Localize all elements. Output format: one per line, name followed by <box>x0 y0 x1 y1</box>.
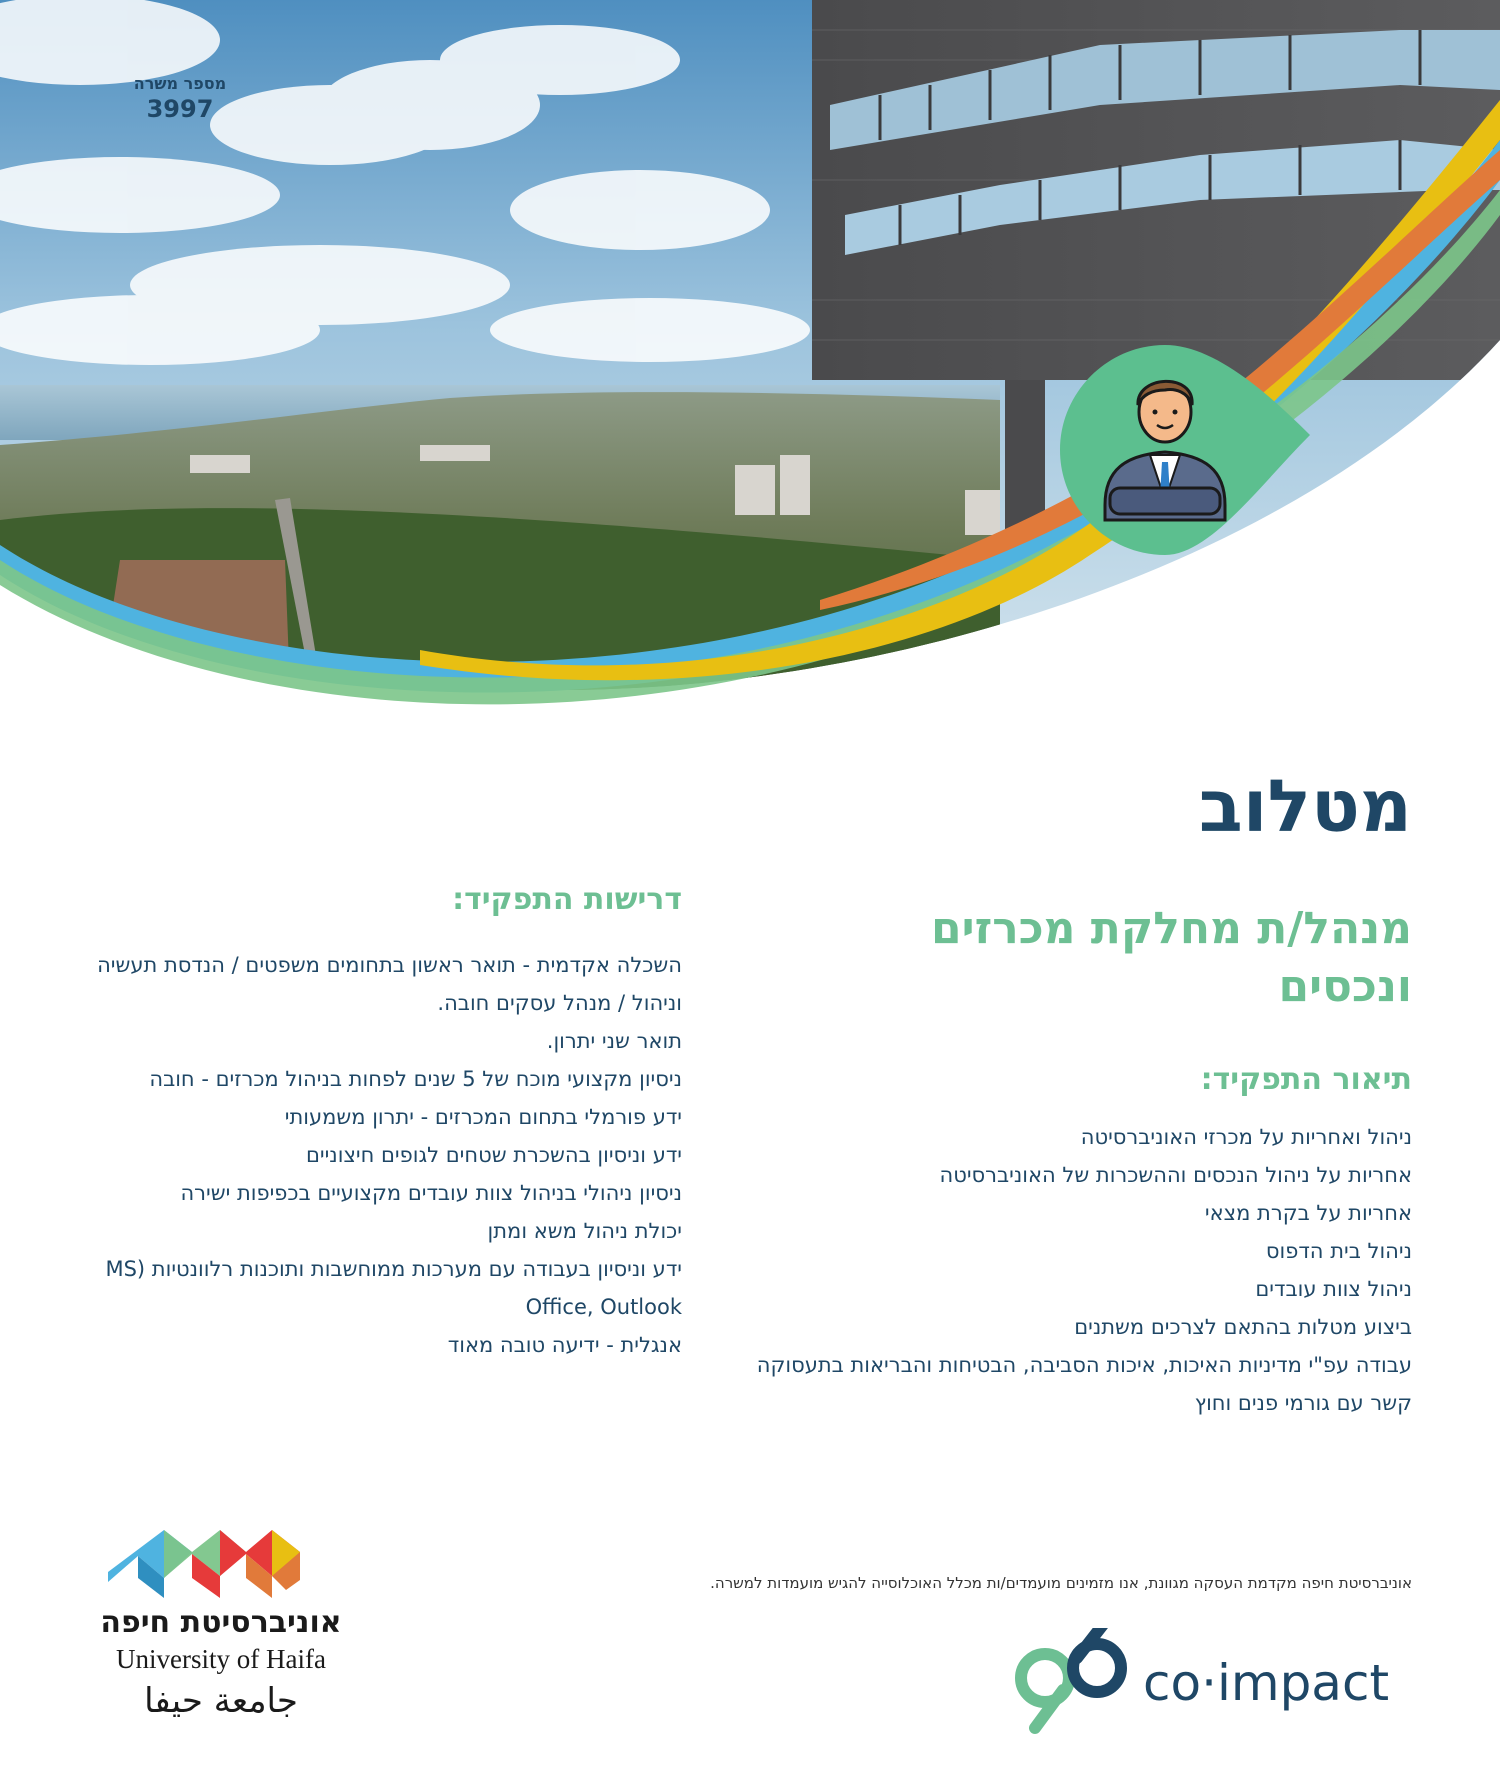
requirement-item: ניסיון מקצועי מוכח של 5 שנים לפחות בניהול מכרזים - חובה <box>149 1067 682 1091</box>
description-item: אחריות על ניהול הנכסים וההשכרות של האוניברסיטה <box>939 1163 1412 1187</box>
role-title: מנהל/ת מחלקת מכרזים ונכסים <box>931 903 1412 1013</box>
university-name-en: University of Haifa <box>116 1644 326 1674</box>
university-emblem-icon <box>108 1530 300 1598</box>
requirements-heading: דרישות התפקיד: <box>452 882 682 917</box>
university-name-he: אוניברסיטת חיפה <box>100 1605 342 1640</box>
requirement-item: ניסיון ניהולי בניהול צוות עובדים מקצועיים בכפיפות ישירה <box>180 1181 682 1205</box>
requirement-item: תואר שני יתרון. <box>546 1029 682 1053</box>
description-heading: תיאור התפקיד: <box>1200 1062 1412 1097</box>
description-item: עבודה עפ"י מדיניות האיכות, איכות הסביבה, הבטיחות והבריאות בתעסוקה <box>756 1353 1412 1377</box>
requirement-item: השכלה אקדמית - תואר ראשון בתחומים משפטים / הנדסת תעשיה וניהול / מנהל עסקים חובה. <box>97 953 682 1015</box>
description-item: קשר עם גורמי פנים וחוץ <box>1194 1391 1412 1415</box>
requirements-list <box>62 946 682 1364</box>
job-number-label: מספר משרה <box>133 74 227 93</box>
requirement-item: ידע וניסיון בהשכרת שטחים לגופים חיצוניים <box>305 1143 682 1167</box>
description-list <box>682 1118 1412 1422</box>
requirement-item: אנגלית - ידיעה טובה מאוד <box>447 1333 682 1357</box>
description-item: ניהול ואחריות על מכרזי האוניברסיטה <box>1080 1125 1412 1149</box>
description-item: אחריות על בקרת מצאי <box>1204 1201 1412 1225</box>
page-title: מטלוב <box>1198 764 1412 848</box>
diversity-note: אוניברסיטת חיפה מקדמת העסקה מגוונת, אנו מזמינים מועמדים/ות מכלל האוכלוסייה להגיש מועמדות למשרה. <box>710 1574 1412 1592</box>
coimpact-logo <box>1005 1628 1415 1738</box>
requirement-item: ידע פורמלי בתחום המכרזים - יתרון משמעותי <box>284 1105 682 1129</box>
requirement-item: יכולת ניהול משא ומתן <box>487 1219 682 1243</box>
description-item: ניהול בית הדפוס <box>1265 1239 1412 1263</box>
requirement-item: ידע וניסיון בעבודה עם מערכות ממוחשבות ותוכנות רלוונטיות (MS Office, Outlook <box>105 1257 682 1319</box>
job-number-box <box>80 74 280 123</box>
description-item: ניהול צוות עובדים <box>1255 1277 1412 1301</box>
university-name-ar: جامعة حيفا <box>144 1681 298 1721</box>
coimpact-mark-icon <box>1021 1628 1121 1728</box>
description-item: ביצוע מטלות בהתאם לצרכים משתנים <box>1074 1315 1412 1339</box>
coimpact-wordmark: co·impact <box>1143 1654 1390 1712</box>
job-number-value: 3997 <box>146 95 214 123</box>
university-logo <box>96 1520 346 1740</box>
